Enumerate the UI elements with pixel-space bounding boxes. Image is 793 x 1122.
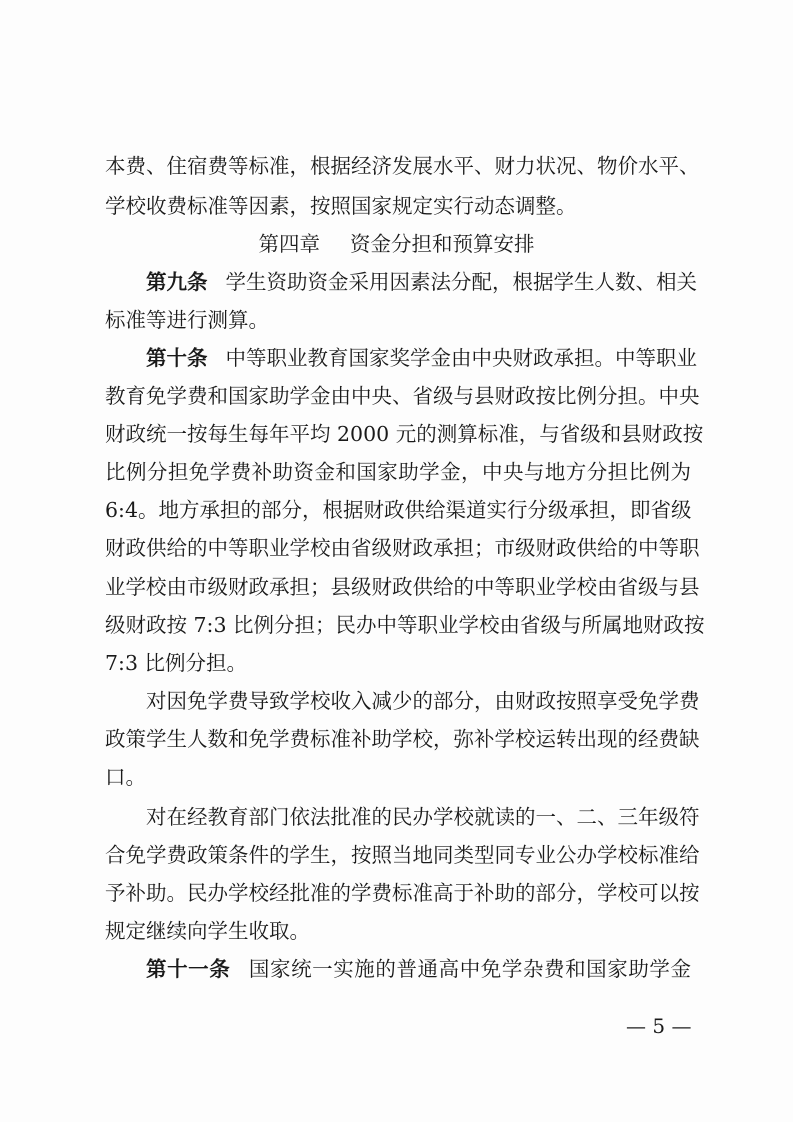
text-line: 7:3 比例分担。 xyxy=(105,651,248,675)
article-label: 第十条 xyxy=(146,346,208,370)
text-line: 予补助。民办学校经批准的学费标准高于补助的部分，学校可以按 xyxy=(105,881,700,905)
text-line: 口。 xyxy=(105,765,146,789)
article-9-line xyxy=(146,268,697,296)
text-line: 财政统一按每生每年平均 2000 元的测算标准，与省级和县财政按 xyxy=(105,422,704,446)
text-line: 学校收费标准等因素，按照国家规定实行动态调整。 xyxy=(105,194,577,218)
chapter-title: 资金分担和预算安排 xyxy=(350,232,535,256)
text-line: 教育免学费和国家助学金由中央、省级与县财政按比例分担。中央 xyxy=(105,384,700,408)
article-text: 国家统一实施的普通高中免学杂费和国家助学金 xyxy=(248,957,692,981)
text-line: 政策学生人数和免学费标准补助学校，弥补学校运转出现的经费缺 xyxy=(105,727,700,751)
text-line: 合免学费政策条件的学生，按照当地同类型同专业公办学校标准给 xyxy=(105,843,700,867)
page-number: — 5 — xyxy=(626,1014,692,1038)
text-line: 级财政按 7:3 比例分担；民办中等职业学校由省级与所属地财政按 xyxy=(105,613,705,637)
text-line: 本费、住宿费等标准，根据经济发展水平、财力状况、物价水平、 xyxy=(105,154,700,178)
article-11-line xyxy=(146,955,691,983)
chapter-heading xyxy=(0,230,793,258)
article-10-line xyxy=(146,344,697,372)
text-line: 对因免学费导致学校收入减少的部分，由财政按照享受免学费 xyxy=(146,689,700,713)
article-label: 第十一条 xyxy=(146,957,231,981)
text-line: 业学校由市级财政承担；县级财政供给的中等职业学校由省级与县 xyxy=(105,575,700,599)
text-line: 比例分担免学费补助资金和国家助学金，中央与地方分担比例为 xyxy=(105,460,691,484)
text-line: 标准等进行测算。 xyxy=(105,308,269,332)
text-line: 财政供给的中等职业学校由省级财政承担；市级财政供给的中等职 xyxy=(105,536,700,560)
article-label: 第九条 xyxy=(146,270,208,294)
text-line: 规定继续向学生收取。 xyxy=(105,919,310,943)
article-text: 中等职业教育国家奖学金由中央财政承担。中等职业 xyxy=(225,346,697,370)
article-text: 学生资助资金采用因素法分配，根据学生人数、相关 xyxy=(225,270,697,294)
chapter-number: 第四章 xyxy=(258,232,320,256)
text-line: 对在经教育部门依法批准的民办学校就读的一、二、三年级符 xyxy=(146,805,700,829)
text-line: 6:4。地方承担的部分，根据财政供给渠道实行分级承担，即省级 xyxy=(105,498,692,522)
